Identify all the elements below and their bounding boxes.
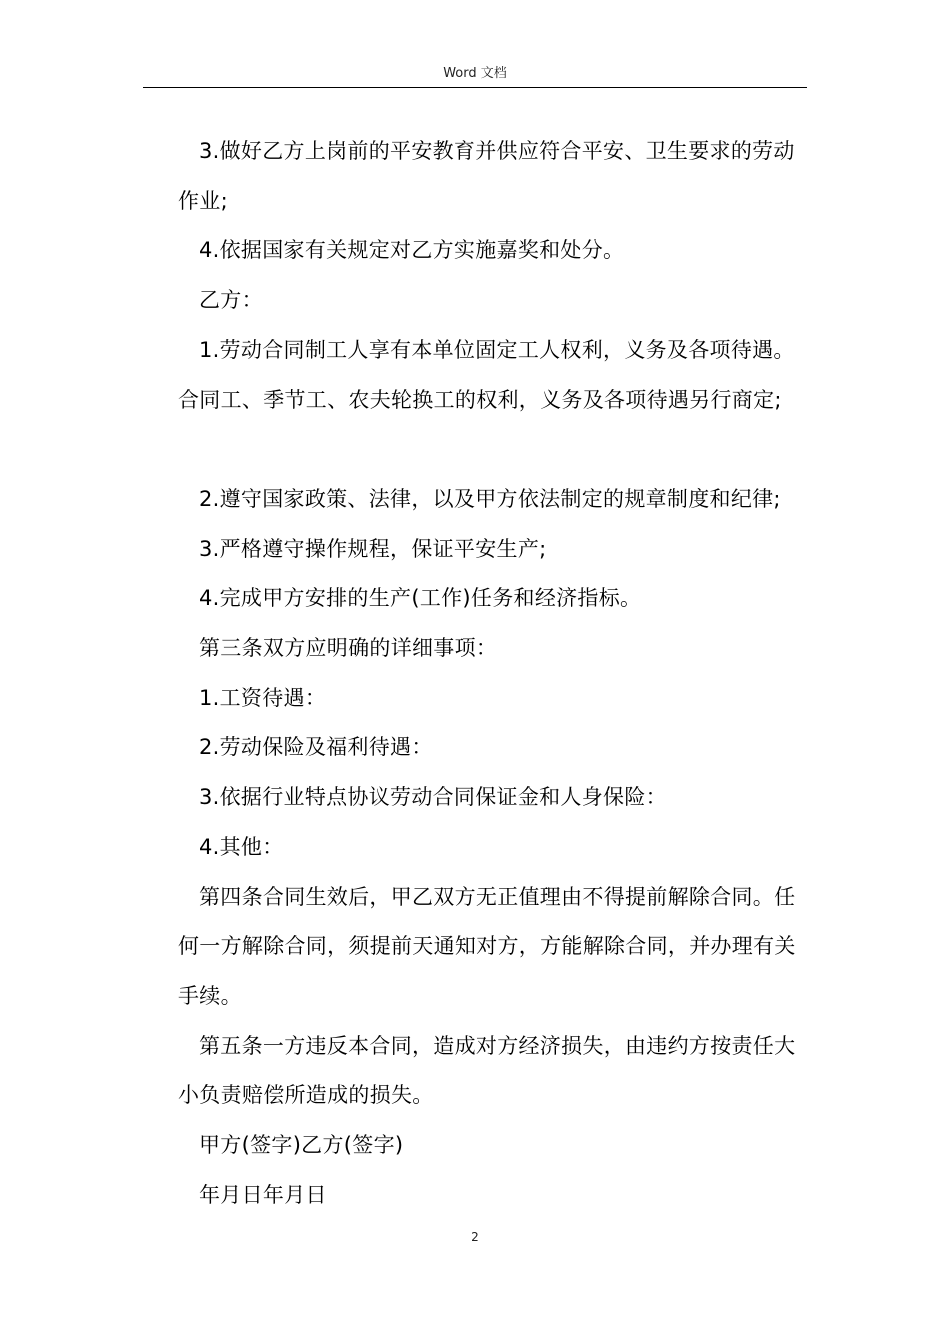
paragraph-yi-1: 1.劳动合同制工人享有本单位固定工人权利，义务及各项待遇。合同工、季节工、农夫轮换工的权利，义务及各项待遇另行商定; xyxy=(178,337,795,412)
blank-line xyxy=(178,425,808,475)
paragraph-jia-4: 4.依据国家有关规定对乙方实施嘉奖和处分。 xyxy=(199,238,625,263)
page-number: 2 xyxy=(471,1230,479,1244)
paragraph-yi-2: 2.遵守国家政策、法律，以及甲方依法制定的规章制度和纪律; xyxy=(199,486,781,511)
paragraph-jia-3: 3.做好乙方上岗前的平安教育并供应符合平安、卫生要求的劳动作业; xyxy=(178,139,795,213)
article-four: 第四条合同生效后，甲乙双方无正值理由不得提前解除合同。任何一方解除合同，须提前天通知对方，方能解除合同，并办理有关手续。 xyxy=(178,884,796,1008)
paragraph-yi-3: 3.严格遵守操作规程，保证平安生产; xyxy=(199,536,547,561)
signature-line: 甲方(签字)乙方(签字) xyxy=(199,1133,404,1158)
article-three-item-1: 1.工资待遇： xyxy=(199,685,327,710)
article-three-item-2: 2.劳动保险及福利待遇： xyxy=(199,735,433,760)
article-three-item-3: 3.依据行业特点协议劳动合同保证金和人身保险： xyxy=(199,785,667,810)
page-header-title: Word 文档 xyxy=(443,66,507,81)
paragraph-yi-4: 4.完成甲方安排的生产(工作)任务和经济指标。 xyxy=(199,586,642,611)
article-five: 第五条一方违反本合同，造成对方经济损失，由违约方按责任大小负责赔偿所造成的损失。 xyxy=(178,1033,796,1108)
article-three-heading: 第三条双方应明确的详细事项： xyxy=(199,636,498,661)
document-body xyxy=(178,127,808,1220)
date-line: 年月日年月日 xyxy=(199,1182,327,1207)
heading-yi-fang: 乙方： xyxy=(199,288,263,313)
header-divider xyxy=(143,87,807,88)
article-three-item-4: 4.其他： xyxy=(199,834,284,859)
